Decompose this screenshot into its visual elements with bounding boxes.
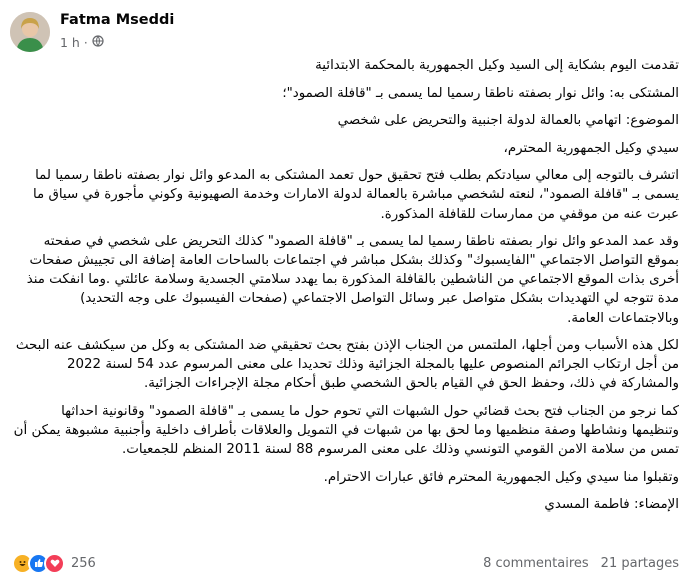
author-name[interactable]: Fatma Mseddi xyxy=(60,12,175,28)
comments-count[interactable]: 8 commentaires xyxy=(483,555,589,571)
post-paragraph: وتقبلوا منا سيدي وكيل الجمهورية المحترم فائق عبارات الاحترام. xyxy=(323,469,679,485)
post-body xyxy=(12,56,679,523)
post-stats xyxy=(483,556,679,571)
post-paragraph: اتشرف بالتوجه إلى معالي سيادتكم بطلب فتح تحقيق حول تعمد المشتكى به المدعو وائل نوار بصفته ناطقا رسميا لما يسمى بـ "قافلة الصمود"، لنعته لشخصي مباشرة بالعمالة لدولة الامارات وخدمة الصهيونية وكوني مأجورة في سياق ما عبرت عنه من موقفي من ممارسات للقافلة المذكورة. xyxy=(32,168,679,222)
post-paragraph: المشتكى به: وائل نوار بصفته ناطقا رسميا لما يسمى بـ "قافلة الصمود"؛ xyxy=(282,85,679,101)
reactions-summary[interactable] xyxy=(12,553,96,574)
post-paragraph: الموضوع: اتهامي بالعمالة لدولة اجنبية والتحريض على شخصي xyxy=(337,113,679,129)
post-meta xyxy=(60,35,104,50)
post-paragraph: سيدي وكيل الجمهورية المحترم، xyxy=(503,140,679,156)
love-icon xyxy=(44,553,65,574)
post-paragraph: الإمضاء: فاطمة المسدي xyxy=(544,497,679,513)
post-paragraph: لكل هذه الأسباب ومن أجلها، الملتمس من الجناب الإذن بفتح بحث تحقيقي ضد المشتكى به وكل من سيكشف عنه البحث من أجل ارتكاب الجرائم المنصوص عليها بالمجلة الجزائية وذلك تحديدا على معنى المرسوم عدد 54 لسنة 2022 والمشاركة في ذلك، وحفظ الحق في القيام بالحق الشخصي طبق أحكام مجلة الإجراءات الجزائية. xyxy=(15,338,679,392)
post-header xyxy=(10,10,680,54)
shares-count[interactable]: 21 partages xyxy=(600,555,679,571)
reaction-count[interactable]: 256 xyxy=(71,555,96,571)
post-paragraph: تقدمت اليوم بشكاية إلى السيد وكيل الجمهورية بالمحكمة الابتدائية xyxy=(315,58,679,73)
post-paragraph: كما نرجو من الجناب فتح بحث قضائي حول الشبهات التي تحوم حول ما يسمى بـ "قافلة الصمود" وقانونية احداثها وتنظيمها ونشاطها وصفة منظميها وما لحق بها من شبهات في التمويل والعلاقات بأطراف داخلية وأجنبية مشبوهة يمكن أن تمس من سلامة الامن القومي التونسي وذلك على معنى المرسوم 88 لسنة 2011 المنظم للجمعيات. xyxy=(13,403,679,458)
post-paragraph: وقد عمد المدعو وائل نوار بصفته ناطقا رسميا لما يسمى بـ "قافلة الصمود" كذلك التحريض على شخصي في صفحته بموقع التواصل الاجتماعي "الفايسبوك" وكذلك بشكل مباشر في اجتماعات بالساحات العامة إضافة الى تجييش صفحات أخرى بذات الموقع الاجتماعي من الناشطين بالقافلة المذكورة بما يهدد سلامتي الجسدية وسلامة عائلتي .وما انفكت منذ مدة تتوجه لي التهديدات بشكل متواصل عبر وسائل التواصل الاجتماعي (صفحات الفيسبوك على وجه التحديد) وبالاجتماعات العامة. xyxy=(26,234,679,326)
meta-separator: · xyxy=(83,35,88,50)
post-time[interactable]: 1 h xyxy=(60,35,80,50)
author-avatar[interactable] xyxy=(10,12,50,52)
post-footer xyxy=(12,552,679,574)
globe-icon xyxy=(92,35,104,50)
